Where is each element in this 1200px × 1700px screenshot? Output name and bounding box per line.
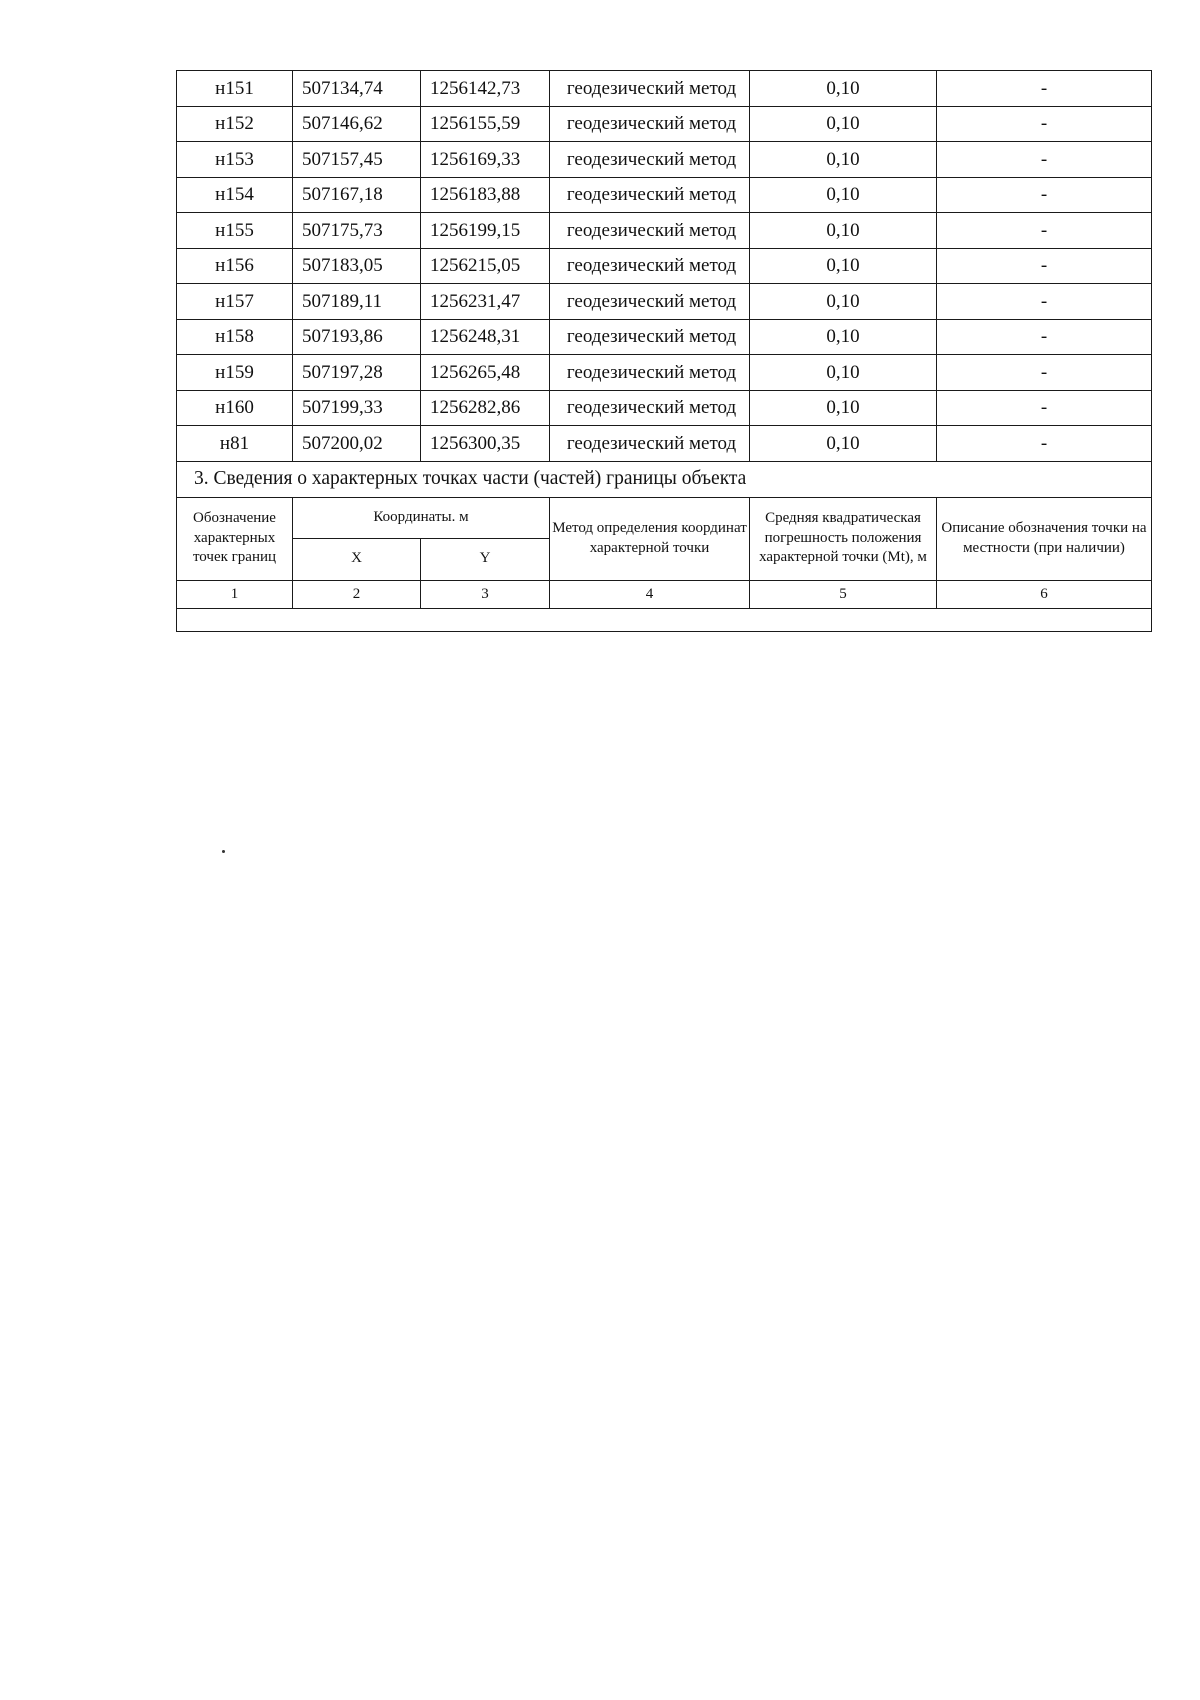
- y-coordinate-cell: 1256215,05: [421, 248, 550, 284]
- table-row: [177, 390, 1152, 426]
- table-row: [177, 142, 1152, 178]
- error-cell: 0,10: [750, 284, 937, 320]
- column-number-3: 3: [421, 580, 550, 608]
- method-cell: геодезический метод: [550, 355, 750, 391]
- table-row: [177, 426, 1152, 462]
- method-cell: геодезический метод: [550, 213, 750, 249]
- error-cell: 0,10: [750, 106, 937, 142]
- description-cell: -: [937, 284, 1152, 320]
- table-row: [177, 284, 1152, 320]
- x-coordinate-cell: 507146,62: [293, 106, 421, 142]
- column-number-1: 1: [177, 580, 293, 608]
- column-number-2: 2: [293, 580, 421, 608]
- header-coordinates: Координаты. м: [293, 497, 550, 538]
- x-coordinate-cell: 507193,86: [293, 319, 421, 355]
- description-cell: -: [937, 390, 1152, 426]
- header-y: Y: [421, 538, 550, 580]
- description-cell: -: [937, 426, 1152, 462]
- description-cell: -: [937, 71, 1152, 107]
- y-coordinate-cell: 1256265,48: [421, 355, 550, 391]
- error-cell: 0,10: [750, 177, 937, 213]
- point-cell: н153: [177, 142, 293, 178]
- description-cell: -: [937, 106, 1152, 142]
- column-number-6: 6: [937, 580, 1152, 608]
- table-row: [177, 71, 1152, 107]
- method-cell: геодезический метод: [550, 142, 750, 178]
- table-row: [177, 213, 1152, 249]
- method-cell: геодезический метод: [550, 426, 750, 462]
- error-cell: 0,10: [750, 426, 937, 462]
- column-number-5: 5: [750, 580, 937, 608]
- y-coordinate-cell: 1256142,73: [421, 71, 550, 107]
- y-coordinate-cell: 1256155,59: [421, 106, 550, 142]
- header-x: X: [293, 538, 421, 580]
- point-cell: н158: [177, 319, 293, 355]
- boundary-points-table: [176, 70, 1152, 632]
- method-cell: геодезический метод: [550, 390, 750, 426]
- description-cell: -: [937, 355, 1152, 391]
- error-cell: 0,10: [750, 390, 937, 426]
- method-cell: геодезический метод: [550, 71, 750, 107]
- y-coordinate-cell: 1256183,88: [421, 177, 550, 213]
- error-cell: 0,10: [750, 213, 937, 249]
- x-coordinate-cell: 507197,28: [293, 355, 421, 391]
- y-coordinate-cell: 1256300,35: [421, 426, 550, 462]
- x-coordinate-cell: 507167,18: [293, 177, 421, 213]
- method-cell: геодезический метод: [550, 106, 750, 142]
- header-method: Метод определения координат характерной точки: [550, 497, 750, 580]
- method-cell: геодезический метод: [550, 284, 750, 320]
- x-coordinate-cell: 507189,11: [293, 284, 421, 320]
- empty-row: [177, 608, 1152, 631]
- description-cell: -: [937, 177, 1152, 213]
- table-row: [177, 248, 1152, 284]
- description-cell: -: [937, 213, 1152, 249]
- method-cell: геодезический метод: [550, 177, 750, 213]
- point-cell: н156: [177, 248, 293, 284]
- y-coordinate-cell: 1256169,33: [421, 142, 550, 178]
- stray-mark: [222, 850, 225, 853]
- description-cell: -: [937, 248, 1152, 284]
- point-cell: н81: [177, 426, 293, 462]
- header-description: Описание обозначения точки на местности (при наличии): [937, 497, 1152, 580]
- y-coordinate-cell: 1256282,86: [421, 390, 550, 426]
- header-error: Средняя квадратическая погрешность положения характерной точки (Mt), м: [750, 497, 937, 580]
- x-coordinate-cell: 507200,02: [293, 426, 421, 462]
- error-cell: 0,10: [750, 355, 937, 391]
- table-row: [177, 319, 1152, 355]
- point-cell: н159: [177, 355, 293, 391]
- y-coordinate-cell: 1256231,47: [421, 284, 550, 320]
- error-cell: 0,10: [750, 319, 937, 355]
- description-cell: -: [937, 142, 1152, 178]
- section-3-title: 3. Сведения о характерных точках части (частей) границы объекта: [177, 461, 1152, 497]
- x-coordinate-cell: 507157,45: [293, 142, 421, 178]
- point-cell: н160: [177, 390, 293, 426]
- point-cell: н151: [177, 71, 293, 107]
- point-cell: н155: [177, 213, 293, 249]
- x-coordinate-cell: 507199,33: [293, 390, 421, 426]
- point-cell: н154: [177, 177, 293, 213]
- points-table-body: [177, 71, 1152, 462]
- description-cell: -: [937, 319, 1152, 355]
- x-coordinate-cell: 507134,74: [293, 71, 421, 107]
- error-cell: 0,10: [750, 71, 937, 107]
- point-cell: н152: [177, 106, 293, 142]
- error-cell: 0,10: [750, 248, 937, 284]
- table-row: [177, 106, 1152, 142]
- point-cell: н157: [177, 284, 293, 320]
- y-coordinate-cell: 1256248,31: [421, 319, 550, 355]
- method-cell: геодезический метод: [550, 319, 750, 355]
- y-coordinate-cell: 1256199,15: [421, 213, 550, 249]
- column-number-4: 4: [550, 580, 750, 608]
- error-cell: 0,10: [750, 142, 937, 178]
- section-3-block: [177, 461, 1152, 631]
- header-point-designation: Обозначение характерных точек границ: [177, 497, 293, 580]
- table-row: [177, 355, 1152, 391]
- x-coordinate-cell: 507175,73: [293, 213, 421, 249]
- method-cell: геодезический метод: [550, 248, 750, 284]
- x-coordinate-cell: 507183,05: [293, 248, 421, 284]
- table-row: [177, 177, 1152, 213]
